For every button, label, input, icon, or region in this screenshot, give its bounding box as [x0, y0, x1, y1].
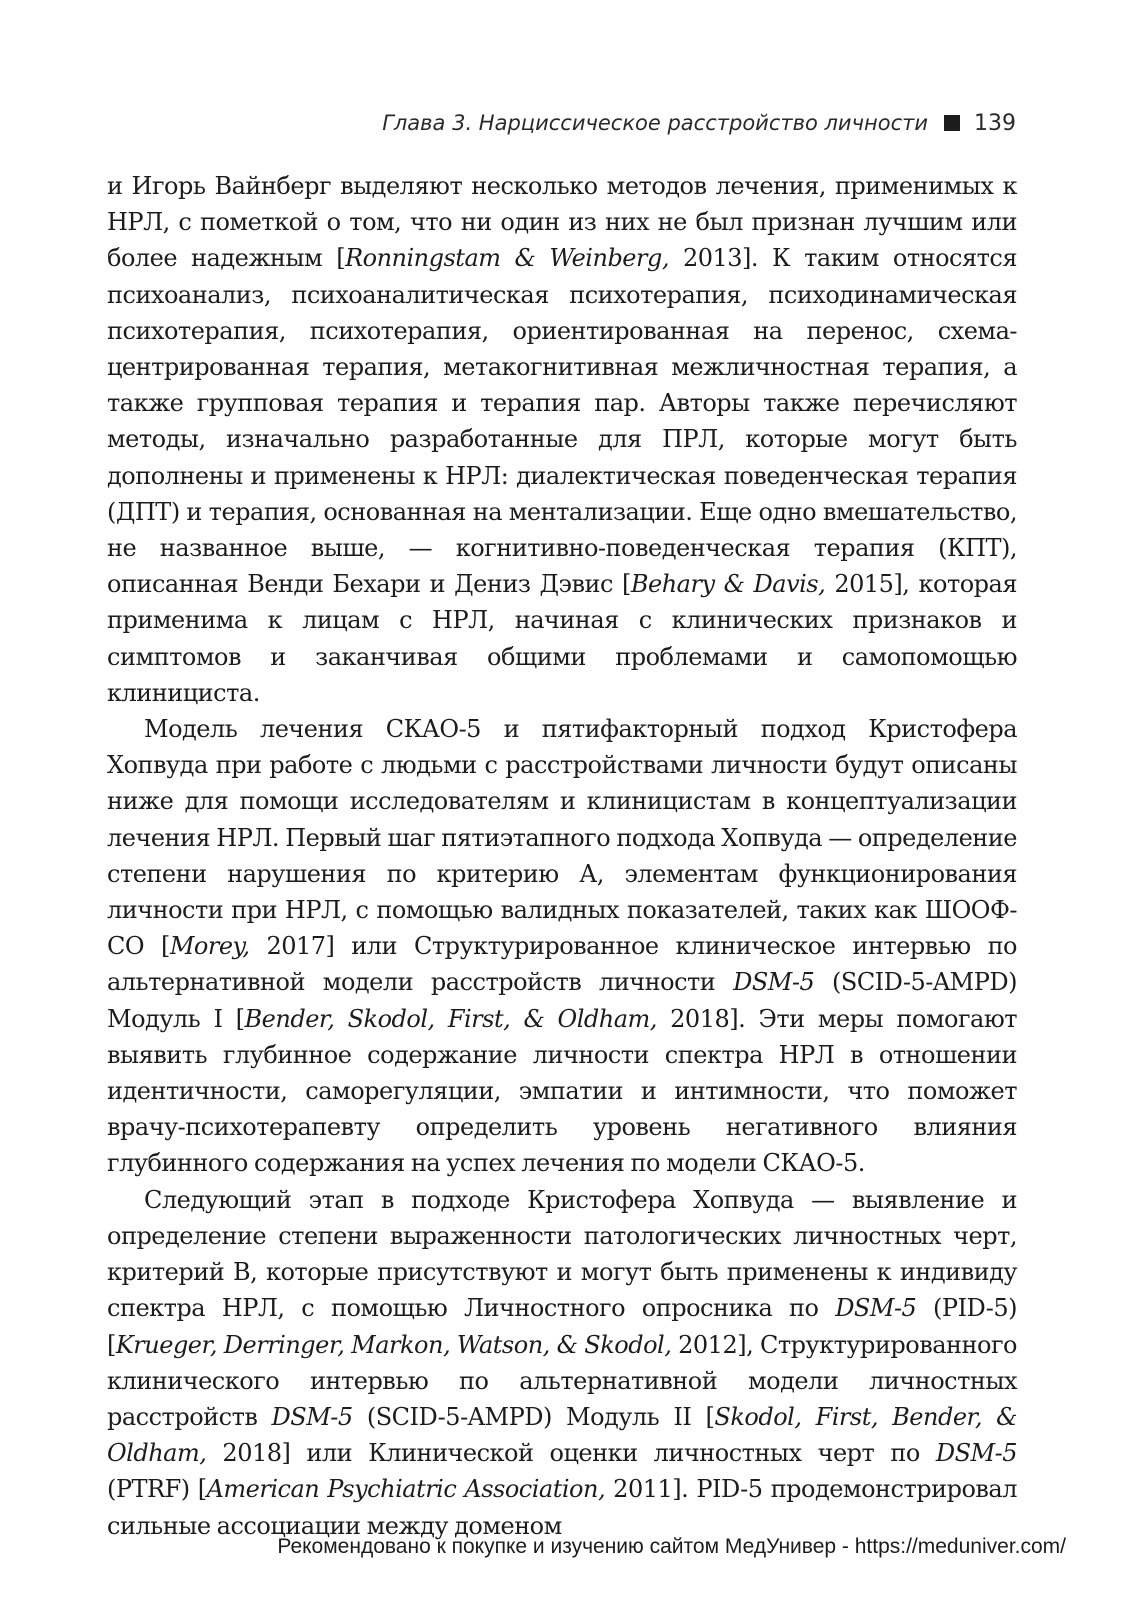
paragraph — [107, 711, 1017, 1182]
paragraph — [107, 168, 1017, 711]
square-bullet-icon — [944, 115, 960, 131]
footer-watermark[interactable]: Рекомендовано к покупке и изучению сайтом МедУнивер - https://meduniver.com/ — [277, 1535, 1066, 1558]
italic-citation: Skodol, First, Bender, & Oldham, — [107, 1402, 1018, 1468]
paragraph — [107, 1182, 1017, 1544]
text-segment: Модель лечения СКАО-5 и пятифакторный подход Кристофера Хопвуда при работе с людьми с расстройствами личности будут описаны ниже для помощи исследователям и клиницистам в концептуализации лечения НРЛ. Первый шаг пятиэтапного подхода Хопвуда — определение степени нарушения по критерию А, элементам функционирования личности при НРЛ, с помощью валидных показателей, таких как ШООФ-СО [ — [107, 715, 1017, 961]
chapter-title: Глава 3. Нарциссическое расстройство личности — [382, 111, 928, 135]
text-segment: (PID-5) [ — [107, 1294, 1017, 1359]
text-segment: 2018]. Эти меры помогают выявить глубинное содержание личности спектра НРЛ в отношении идентичности, саморегуляции, эмпатии и интимности, что поможет врачу-психотерапевту определить уровень негативного влияния глубинного содержания на успех лечения по модели СКАО-5. — [107, 1004, 1017, 1178]
text-segment: 2018] или Клинической оценки личностных черт по — [206, 1439, 936, 1468]
text-segment: 2013]. К таким относятся психоанализ, психоаналитическая психотерапия, психодинамическая психотерапия, психотерапия, ориентированная на перенос, схема-центрированная терапия, метакогнитивная межличностная терапия, а также групповая терапия и терапия пар. Авторы также перечисляют методы, изначально разработанные для ПРЛ, которые могут быть дополнены и применены к НРЛ: диалектическая поведенческая терапия (ДПТ) и терапия, основанная на ментализации. Еще одно вмешательство, не названное выше, — когнитивно-поведенческая терапия (КПТ), описанная Венди Бехари и Дениз Дэвис [ — [107, 244, 1017, 599]
italic-citation: American Psychiatric Association, — [206, 1475, 606, 1504]
italic-citation: DSM-5 — [733, 968, 815, 997]
body-text — [107, 168, 1017, 1544]
text-segment: (PTRF) [ — [107, 1475, 207, 1504]
italic-citation: Behary & Davis, — [630, 570, 826, 599]
italic-citation: Ronningstam & Weinberg, — [345, 244, 669, 273]
italic-citation: Bender, Skodol, First, & Oldham, — [244, 1004, 657, 1033]
text-segment: 2012], Структурированного клинического интервью по альтернативной модели личностных расстройств — [107, 1330, 1018, 1431]
text-segment: (SCID-5-AMPD) Модуль II [ — [352, 1402, 715, 1431]
italic-citation: Morey, — [169, 932, 250, 961]
text-segment: 2017] или Структурированное клиническое интервью по альтернативной модели расстройств личности — [107, 932, 1018, 997]
text-segment: 2011]. PID-5 продемонстрировал сильные ассоциации между доменом — [107, 1475, 1017, 1540]
running-header — [108, 106, 1016, 140]
text-segment: и Игорь Вайнберг выделяют несколько методов лечения, применимых к НРЛ, с пометкой о том, что ни один из них не был признан лучшим или более надежным [ — [107, 172, 1017, 273]
italic-citation: DSM-5 — [935, 1439, 1017, 1468]
page-number: 139 — [974, 111, 1016, 136]
text-segment: (SCID-5-AMPD) Модуль I [ — [107, 968, 1017, 1033]
italic-citation: DSM-5 — [835, 1294, 917, 1323]
italic-citation: Krueger, Derringer, Markon, Watson, & Skodol, — [115, 1330, 672, 1359]
italic-citation: DSM-5 — [271, 1402, 353, 1431]
text-segment: Следующий этап в подходе Кристофера Хопвуда — выявление и определение степени выраженности патологических личностных черт, критерий В, которые присутствуют и могут быть применены к индивиду спектра НРЛ, с помощью Личностного опросника по — [107, 1185, 1017, 1323]
text-segment: 2015], которая применима к лицам с НРЛ, начиная с клинических признаков и симптомов и заканчивая общими проблемами и самопомощью клинициста. — [107, 570, 1017, 707]
